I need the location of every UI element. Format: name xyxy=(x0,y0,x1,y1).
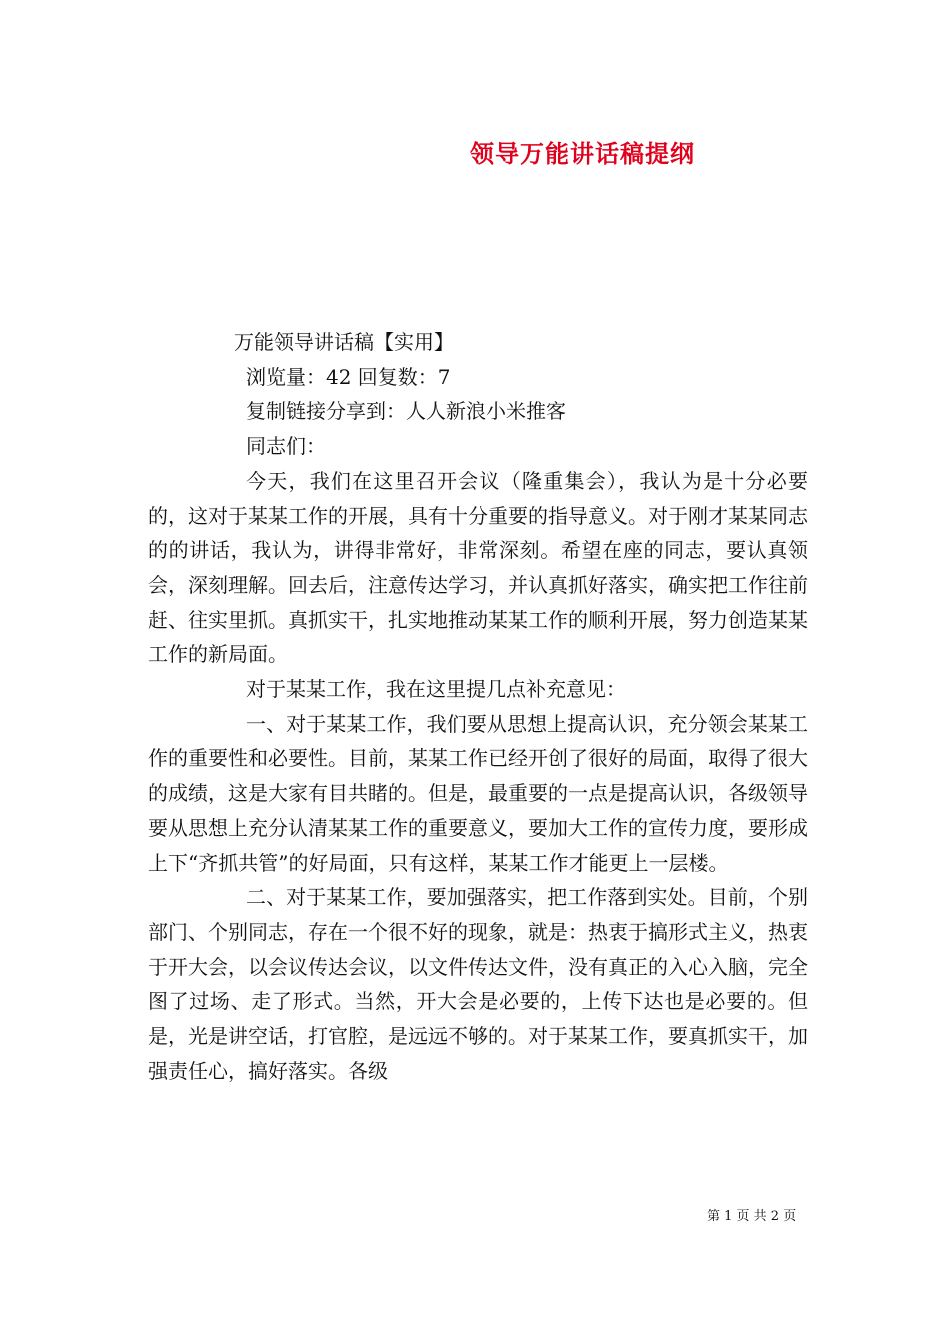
paragraph: 一、对于某某工作，我们要从思想上提高认识，充分领会某某工作的重要性和必要性。目前，某某工作已经开创了很好的局面，取得了很大的成绩，这是大家有目共睹的。但是，最重要的一点是提高认识，各级领导要从思想上充分认清某某工作的重要意义，要加大工作的宣传力度，要形成上下“齐抓共管”的好局面，只有这样，某某工作才能更上一层楼。 xyxy=(148,711,808,875)
paragraph: 今天，我们在这里召开会议（隆重集会），我认为是十分必要的，这对于某某工作的开展，具有十分重要的指导意义。对于刚才某某同志的的讲话，我认为，讲得非常好，非常深刻。希望在座的同志，要认真领会，深刻理解。回去后，注意传达学习，并认真抓好落实，确实把工作往前赶、往实里抓。真抓实干，扎实地推动某某工作的顺利开展，努力创造某某工作的新局面。 xyxy=(148,468,808,667)
document-subtitle: 万能领导讲话稿【实用】 xyxy=(234,330,454,354)
paragraph: 二、对于某某工作，要加强落实，把工作落到实处。目前，个别部门、个别同志，存在一个很不好的现象，就是：热衷于搞形式主义，热衷于开大会，以会议传达会议，以文件传达文件，没有真正的入心入脑，完全图了过场、走了形式。当然，开大会是必要的，上传下达也是必要的。但是，光是讲空话，打官腔，是远远不够的。对于某某工作，要真抓实干，加强责任心，搞好落实。各级 xyxy=(148,885,808,1083)
share-line: 复制链接分享到：人人新浪小米推客 xyxy=(246,399,566,424)
salutation: 同志们： xyxy=(246,434,326,459)
paragraph: 对于某某工作，我在这里提几点补充意见： xyxy=(246,677,626,702)
document-title: 领导万能讲话稿提纲 xyxy=(470,139,695,168)
page-footer: 第 1 页 共 2 页 xyxy=(707,1209,797,1224)
stats-line: 浏览量：42 回复数：7 xyxy=(246,364,451,389)
document-body xyxy=(148,325,808,1088)
